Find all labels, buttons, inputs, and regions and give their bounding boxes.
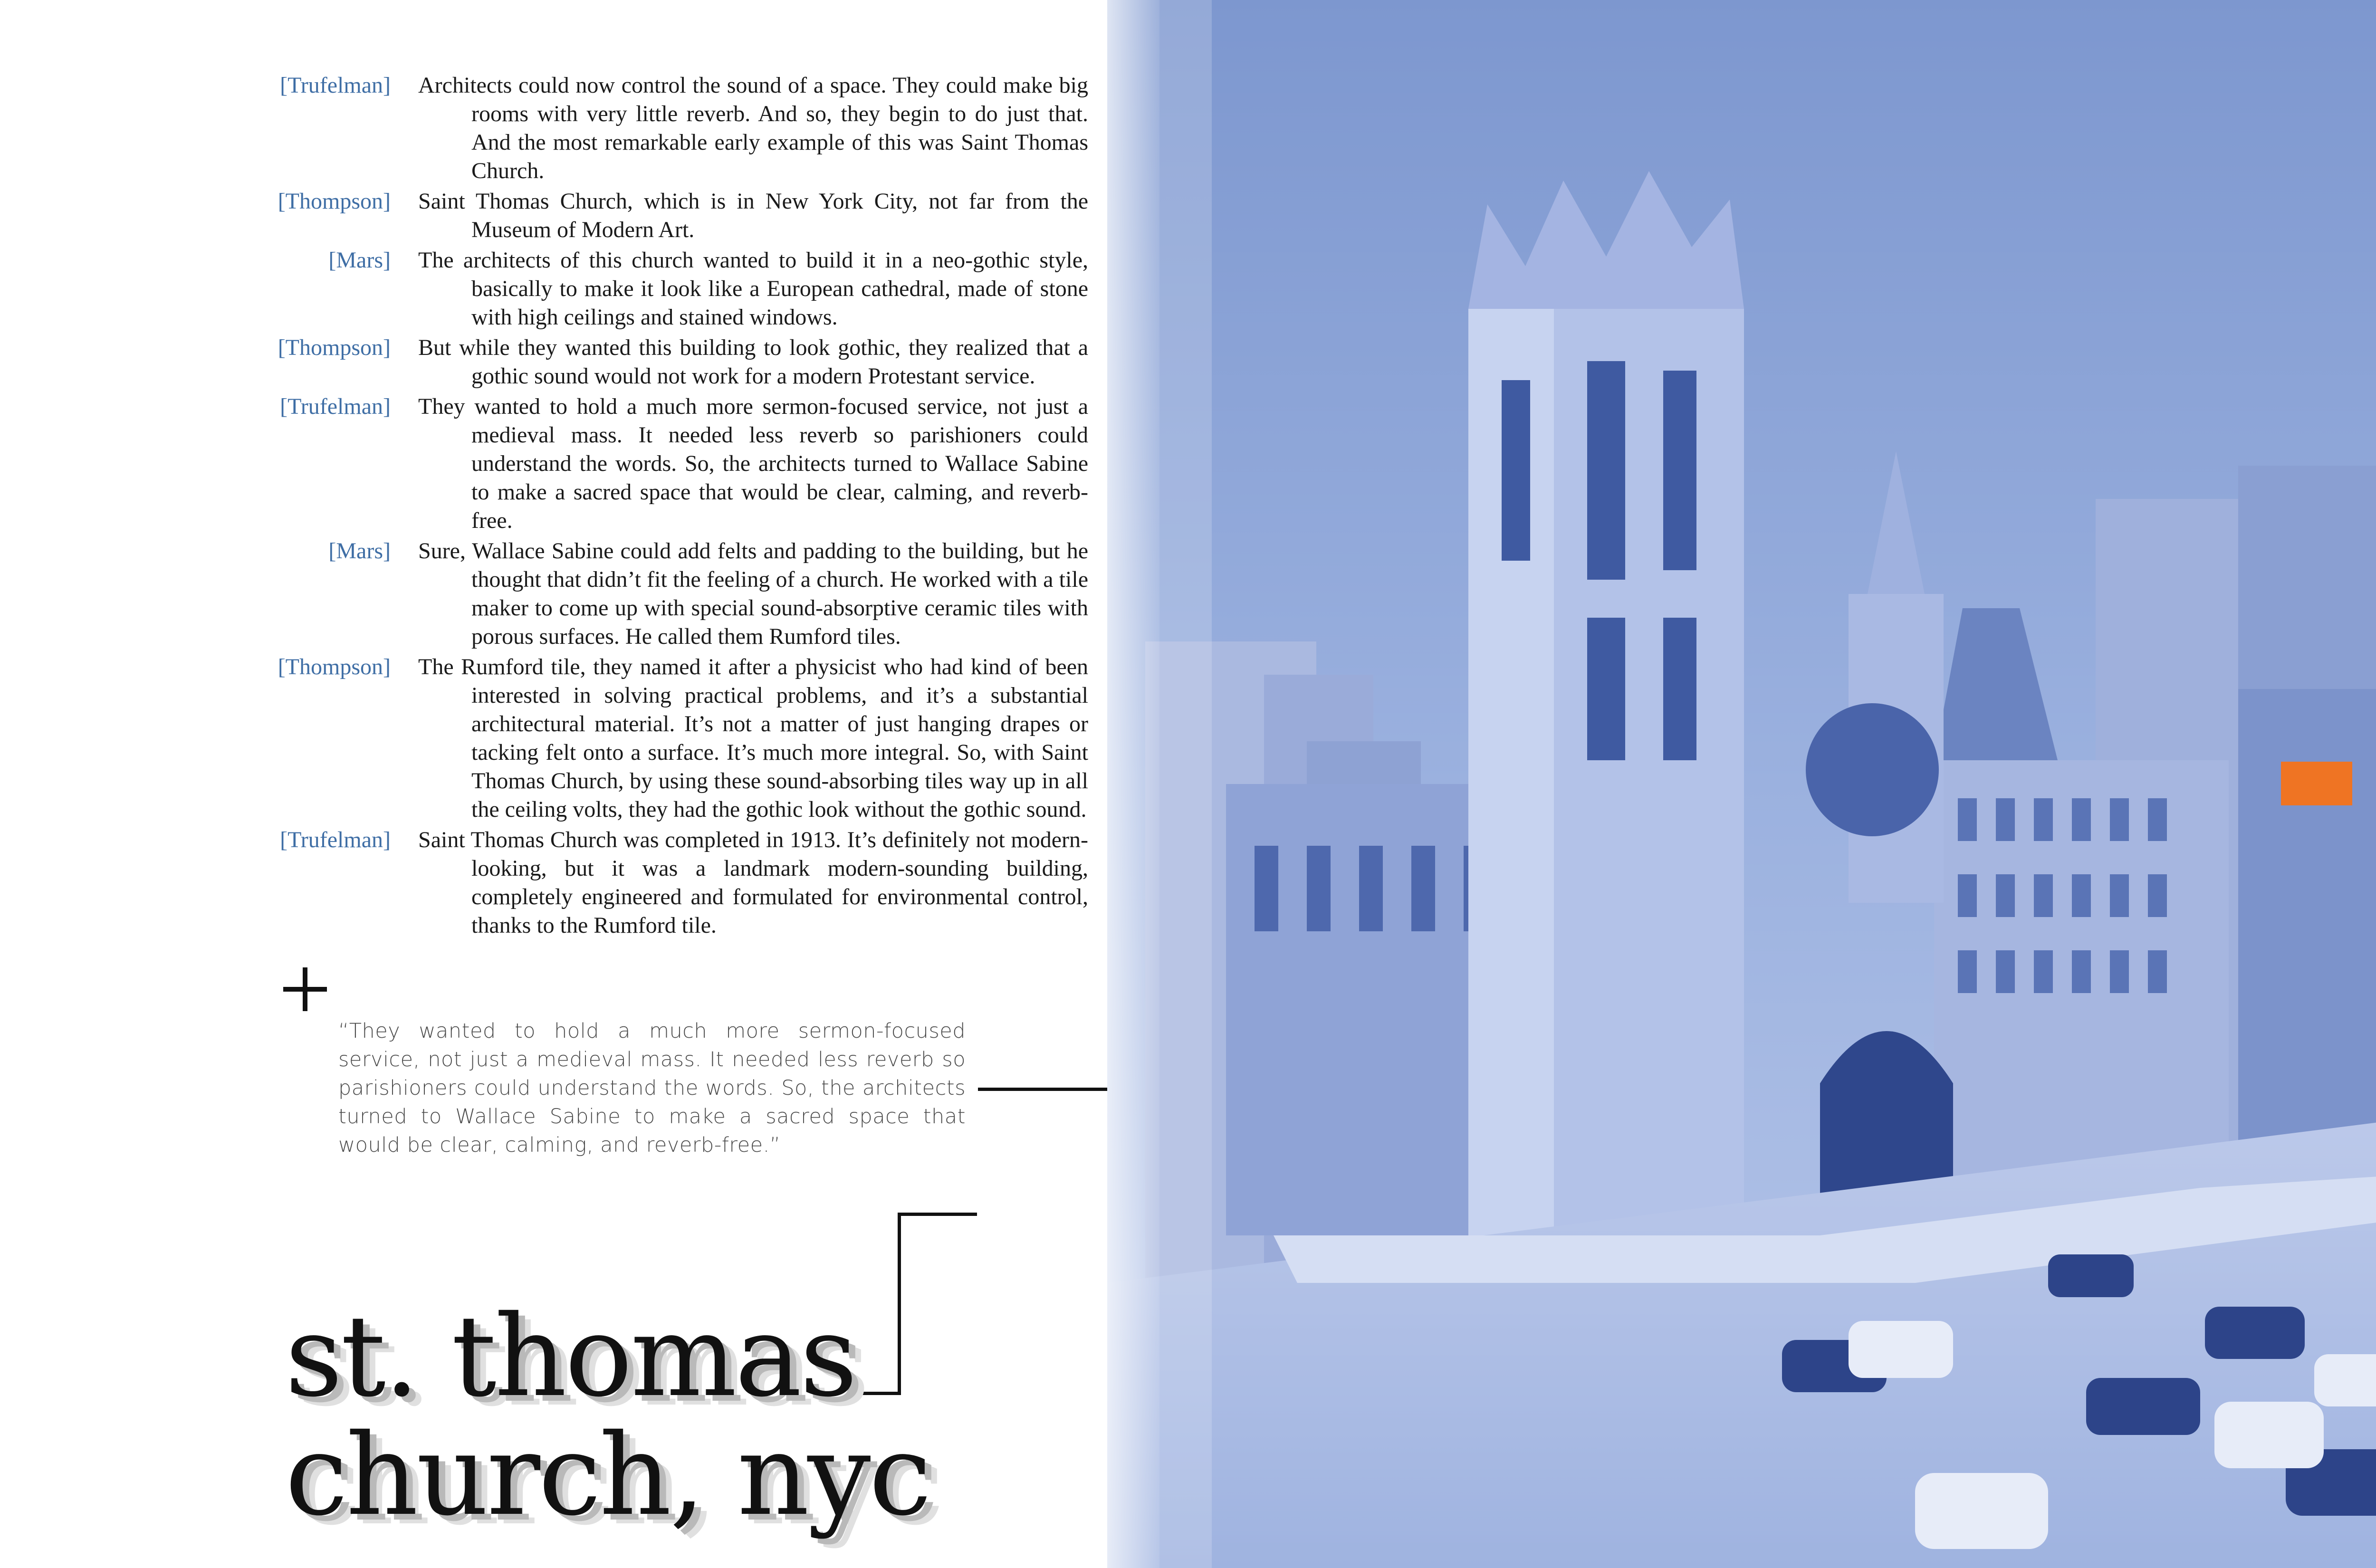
- transcript-entry: [0, 246, 1088, 332]
- plus-icon: [279, 964, 332, 1016]
- speaker-label: [Thompson]: [278, 335, 391, 360]
- dialogue-text: The architects of this church wanted to build it in a neo-gothic style, basically to make it look like a European cathedral, made of stone with high ceilings and stained windows.: [418, 248, 1088, 330]
- pull-quote: “They wanted to hold a much more sermon-focused service, not just a medieval mass. It needed less reverb so parishioners could understand the words. So, the architects turned to Wallace Sabine to make a sacred space that would be clear, calming, and reverb-free.”: [338, 1019, 966, 1157]
- transcript: [0, 71, 1088, 942]
- transcript-entry: [0, 537, 1088, 651]
- bracket-top-line: [901, 1213, 977, 1216]
- dialogue-text: Saint Thomas Church, which is in New York City, not far from the Museum of Modern Art.: [418, 189, 1088, 242]
- headline-line-1: st. thomas: [285, 1291, 856, 1422]
- speaker-label: [Trufelman]: [280, 827, 391, 852]
- dialogue-text: But while they wanted this building to look gothic, they realized that a gothic sound would not work for a modern Protestant service.: [418, 335, 1088, 389]
- transcript-entry: [0, 392, 1088, 535]
- headline-line-2: church, nyc: [285, 1410, 930, 1540]
- transcript-entry: [0, 826, 1088, 940]
- dialogue-text: Saint Thomas Church was completed in 1913. It’s definitely not modern-looking, but it was a landmark modern-sounding building, completely engineered and formulated for environmental control, thanks to the Rumford tile.: [418, 827, 1088, 938]
- speaker-label: [Thompson]: [278, 654, 391, 679]
- church-photo: [1107, 0, 2376, 1568]
- speaker-label: [Trufelman]: [280, 73, 391, 98]
- church-photo-illustration: [1107, 0, 2376, 1568]
- transcript-entry: [0, 71, 1088, 185]
- orange-tab: [2281, 762, 2352, 805]
- dialogue-text: Architects could now control the sound of a space. They could make big rooms with very little reverb. And so, they begin to do just that. And the most remarkable early example of this was Saint Thomas Church.: [418, 73, 1088, 183]
- speaker-label: [Mars]: [328, 538, 391, 564]
- transcript-entry: [0, 187, 1088, 244]
- dialogue-text: They wanted to hold a much more sermon-focused service, not just a medieval mass. It needed less reverb so parishioners could understand the words. So, the architects turned to Wallace Sabine to make a sacred space that would be clear, calming, and reverb-free.: [418, 394, 1088, 533]
- transcript-entry: [0, 653, 1088, 824]
- speaker-label: [Mars]: [328, 248, 391, 273]
- speaker-label: [Trufelman]: [280, 394, 391, 419]
- speaker-label: [Thompson]: [278, 189, 391, 214]
- transcript-entry: [0, 334, 1088, 391]
- headline: [285, 1291, 930, 1540]
- dialogue-text: Sure, Wallace Sabine could add felts and padding to the building, but he thought that didn’t fit the feeling of a church. He worked with a tile maker to come up with special sound-absorptive ceramic tiles with porous surfaces. He called them Rumford tiles.: [418, 538, 1088, 649]
- dialogue-text: The Rumford tile, they named it after a physicist who had kind of been interested in solving practical problems, and it’s a substantial architectural material. It’s not a matter of just hanging drapes or tacking felt onto a surface. It’s much more integral. So, with Saint Thomas Church, by using these sound-absorbing tiles way up in all the ceiling volts, they had the gothic look without the gothic sound.: [418, 654, 1088, 822]
